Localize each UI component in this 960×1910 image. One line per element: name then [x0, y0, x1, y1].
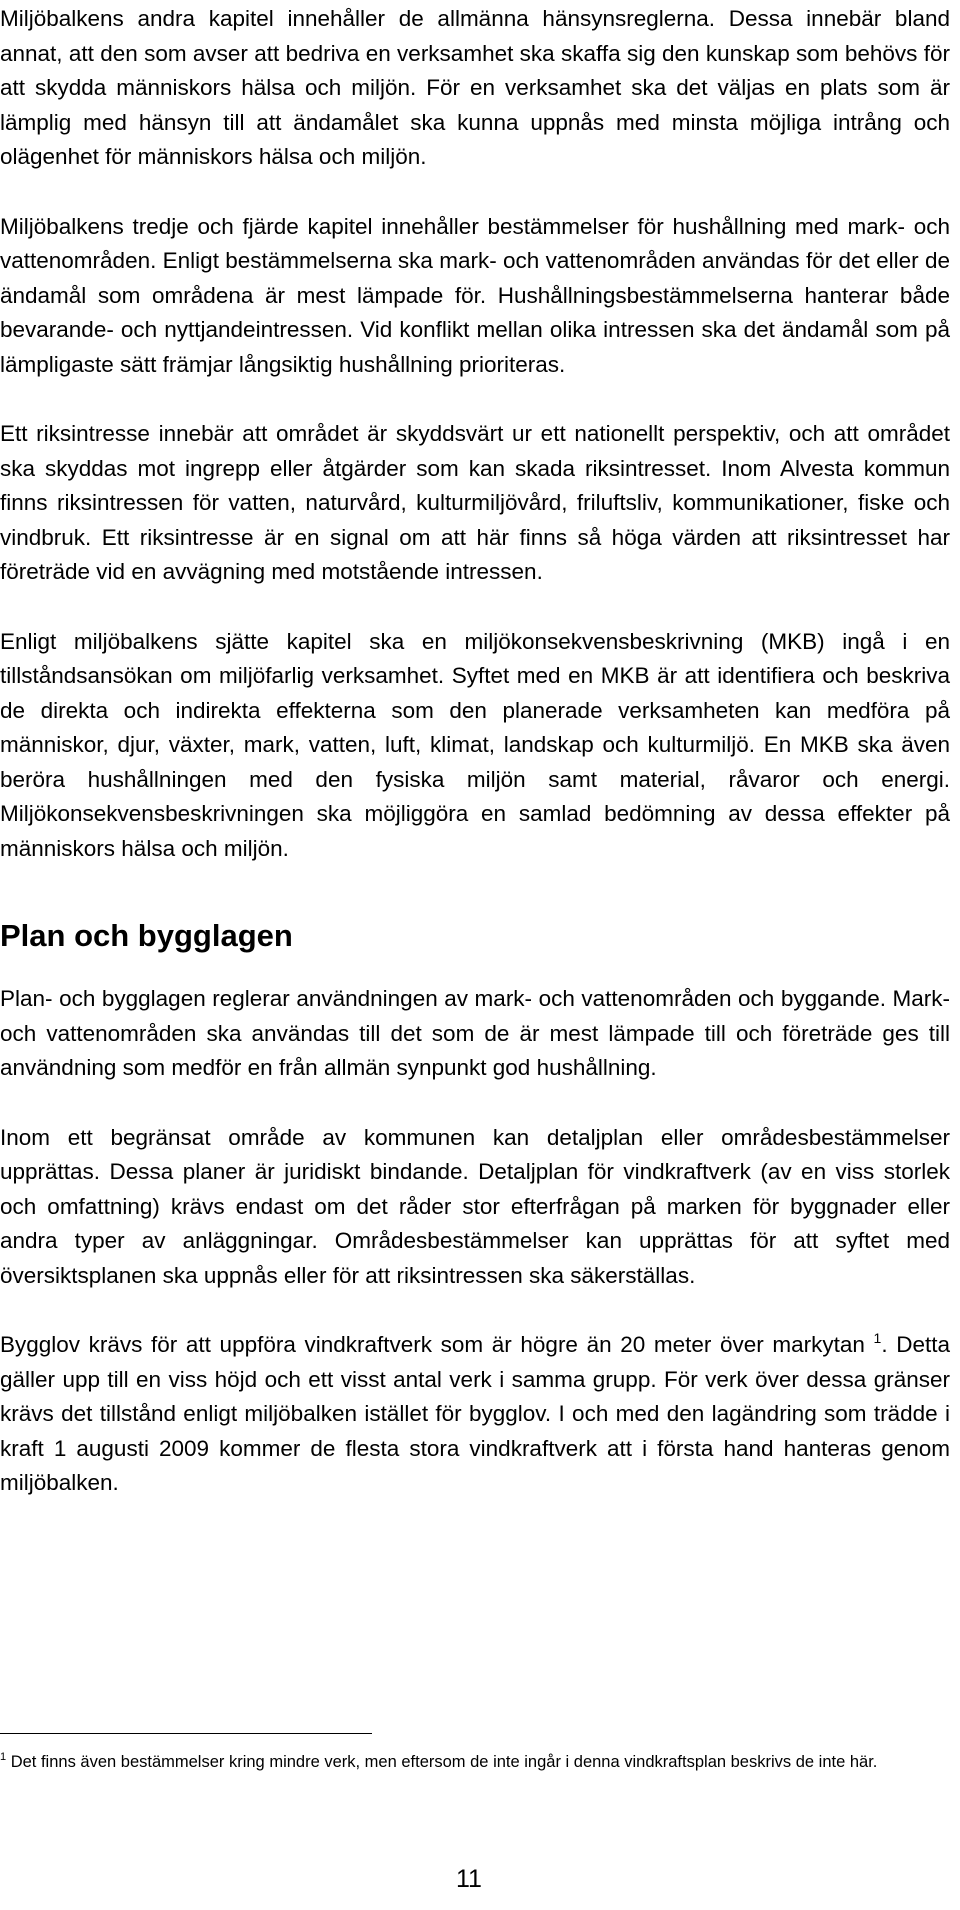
paragraph: Miljöbalkens tredje och fjärde kapitel innehåller bestämmelser för hushållning med mark- och vattenområden. Enligt bestämmelserna ska mark- och vattenområden användas för det eller de ändamål som områdena är mest lämpade för. Hushållningsbestämmelserna hanterar både bevarande- och nyttjandeintressen. Vid konflikt mellan olika intressen ska det ändamål som på lämpligaste sätt främjar långsiktig hushållning prioriteras.	[0, 213, 950, 377]
paragraph: Enligt miljöbalkens sjätte kapitel ska en miljökonsekvensbeskrivning (MKB) ingå i en tillståndsansökan om miljöfarlig verksamhet. Syftet med en MKB är att identifiera och beskriva de direkta och indirekta effekterna som den planerade verksamheten kan medföra på människor, djur, växter, mark, vatten, luft, klimat, landskap och kulturmiljö. En MKB ska även beröra hushållningen med den fysiska miljön samt material, råvaror och energi. Miljökonsekvensbeskrivningen ska möjliggöra en samlad bedömning av dessa effekter på människors hälsa och miljön.	[0, 628, 950, 861]
footnote-reference[interactable]: 1	[873, 1330, 882, 1346]
paragraph: Plan- och bygglagen reglerar användningen av mark- och vattenområden och byggande. Mark- och vattenområden ska användas till det som de är mest lämpade till och företräde ges till användning som medför en från allmän synpunkt god hushållning.	[0, 986, 950, 1080]
page-body	[0, 2, 950, 1501]
section-heading: Plan och bygglagen	[0, 918, 293, 953]
section-plan-och-bygglagen	[0, 916, 950, 1501]
footnote-text: Det finns även bestämmelser kring mindre verk, men eftersom de inte ingår i denna vindkraftsplan beskrivs de inte här.	[6, 1753, 878, 1771]
footnote-mark: 1	[0, 1751, 7, 1763]
section-miljobalken	[0, 2, 950, 866]
paragraph-text: . Detta gäller upp till en viss höjd och ett visst antal verk i samma grupp. För verk över dessa gränser krävs det tillstånd enligt miljöbalken istället för bygglov. I och med den lagändring som trädde i kraft 1 augusti 2009 kommer de flesta stora vindkraftverk att i första hand hanteras genom miljöbalken.	[0, 1332, 950, 1495]
paragraph: Ett riksintresse innebär att området är skyddsvärt ur ett nationellt perspektiv, och att området ska skyddas mot ingrepp eller åtgärder som kan skada riksintresset. Inom Alvesta kommun finns riksintressen för vatten, naturvård, kulturmiljövård, friluftsliv, kommunikationer, fiske och vindbruk. Ett riksintresse är en signal om att här finns så höga värden att riksintresset har företräde vid en avvägning med motstående intressen.	[0, 421, 950, 584]
paragraph: Miljöbalkens andra kapitel innehåller de allmänna hänsynsreglerna. Dessa innebär bland annat, att den som avser att bedriva en verksamhet ska skaffa sig den kunskap som behövs för att skydda människors hälsa och miljön. För en verksamhet ska det väljas en plats som är lämplig med hänsyn till att ändamålet ska kunna uppnås med minsta möjliga intrång och olägenhet för människors hälsa och miljön.	[0, 6, 950, 169]
footnote-divider	[0, 1733, 372, 1734]
page-number: 11	[456, 1865, 482, 1893]
footnote	[0, 1750, 950, 1775]
paragraph: Inom ett begränsat område av kommunen kan detaljplan eller områdesbestämmelser upprättas. Dessa planer är juridiskt bindande. Detaljplan för vindkraftverk (av en viss storlek och omfattning) krävs endast om det råder stor efterfrågan på marken för byggnader eller andra typer av anläggningar. Områdesbestämmelser kan upprättas för att syftet med översiktsplanen ska uppnås eller för att riksintressen ska säkerställas.	[0, 1124, 950, 1288]
paragraph-with-footnote-ref	[0, 1328, 950, 1501]
paragraph-text: Bygglov krävs för att uppföra vindkraftverk som är högre än 20 meter över markytan	[0, 1332, 865, 1357]
